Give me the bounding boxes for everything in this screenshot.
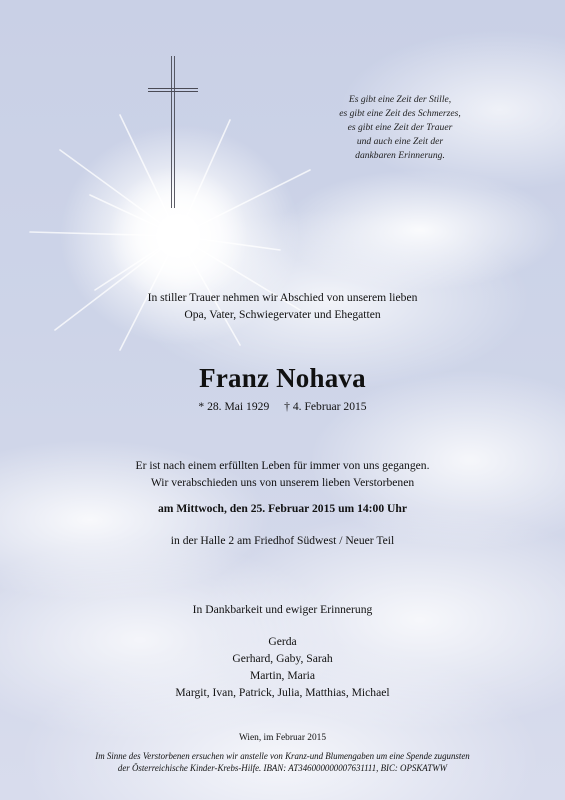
place-date: Wien, im Februar 2015 xyxy=(238,733,327,743)
quote-line: es gibt eine Zeit des Schmerzes, xyxy=(339,108,461,119)
quote-line: es gibt eine Zeit der Trauer xyxy=(347,122,453,133)
mourner-line: Gerda xyxy=(268,635,297,648)
mourner-line: Gerhard, Gaby, Sarah xyxy=(232,652,333,665)
mourners-list xyxy=(0,633,565,701)
death-date: † 4. Februar 2015 xyxy=(284,400,367,413)
quote-block xyxy=(300,93,500,163)
life-line-2: Wir verabschieden uns von unserem lieben Verstorbenen xyxy=(150,476,415,489)
intro-line-2: Opa, Vater, Schwiegervater und Ehegatten xyxy=(184,308,381,321)
life-dates xyxy=(0,400,565,413)
life-line-1: Er ist nach einem erfüllten Leben für immer von uns gegangen. xyxy=(135,459,430,472)
birth-date: * 28. Mai 1929 xyxy=(198,400,270,413)
mourner-line: Martin, Maria xyxy=(249,669,316,682)
funeral-place: in der Halle 2 am Friedhof Südwest / Neuer Teil xyxy=(170,534,395,547)
intro-text xyxy=(0,289,565,323)
thanks-text: In Dankbarkeit und ewiger Erinnerung xyxy=(192,603,373,616)
funeral-datetime: am Mittwoch, den 25. Februar 2015 um 14:00 Uhr xyxy=(157,502,408,515)
quote-line: Es gibt eine Zeit der Stille, xyxy=(348,94,452,105)
donation-note xyxy=(0,750,565,774)
quote-line: dankbaren Erinnerung. xyxy=(355,150,445,161)
intro-line-1: In stiller Trauer nehmen wir Abschied von unserem lieben xyxy=(147,291,418,304)
donation-note-line-1: Im Sinne des Verstorbenen ersuchen wir anstelle von Kranz-und Blumengaben um eine Spende zugunsten xyxy=(95,751,470,761)
life-text xyxy=(0,457,565,491)
deceased-name: Franz Nohava xyxy=(199,363,366,393)
donation-note-line-2: der Österreichische Kinder-Krebs-Hilfe. IBAN: AT346000000007631111, BIC: OPSKATWW xyxy=(117,763,448,773)
quote-line: und auch eine Zeit der xyxy=(356,136,444,147)
mourner-line: Margit, Ivan, Patrick, Julia, Matthias, Michael xyxy=(175,686,390,699)
